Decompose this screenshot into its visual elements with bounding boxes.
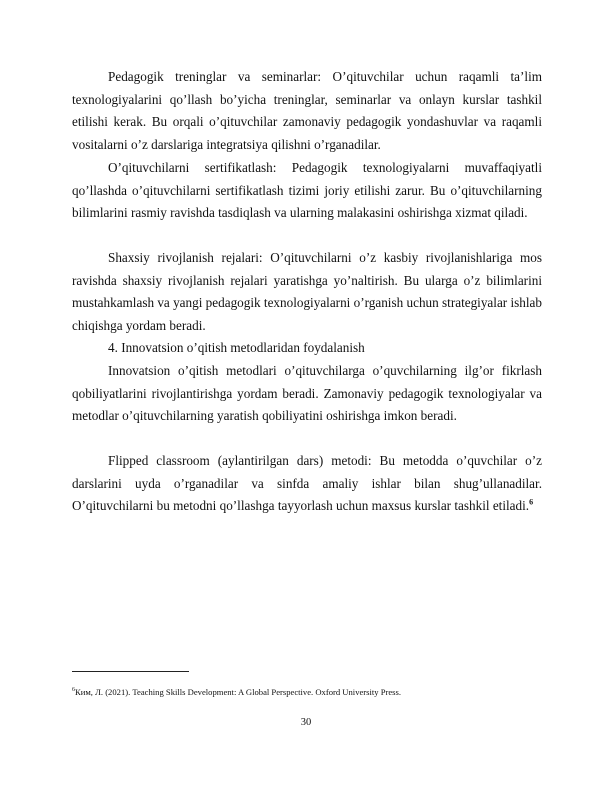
footnote-reference[interactable]: 6 <box>529 497 534 507</box>
paragraph-pedagogical-trainings: Pedagogik treninglar va seminarlar: O’qituvchilar uchun raqamli ta’lim texnologiyalarini qo’llash bo’yicha treninglar, seminarlar va onlayn kurslar tashkil etilishi kerak. Bu orqali o’qituvchilar zamonaviy pedagogik yondashuvlar va raqamli vositalarni o’z darslariga integratsiya qilishni o’rganadilar. <box>72 69 542 152</box>
paragraph-teacher-certification: O’qituvchilarni sertifikatlash: Pedagogik texnologiyalarni muvaffaqiyatli qo’llashda o’qituvchilarni sertifikatlash tizimi joriy etilishi zarur. Bu o’qituvchilarning bilimlarini rasmiy ravishda tasdiqlash va ularning malakasini oshirishga xizmat qiladi. <box>72 160 542 221</box>
footnote-text: Ким, Л. (2021). Teaching Skills Development: A Global Perspective. Oxford University Press. <box>75 687 402 697</box>
flipped-classroom-text: Flipped classroom (aylantirilgan dars) metodi: Bu metodda o’quvchilar o’z darslarini uyda o’rganadilar va sinfda amaliy ishlar bilan shug’ullanadilar. O’qituvchilarni bu metodni qo’llashga tayyorlash uchun maxsus kurslar tashkil etiladi. <box>72 453 542 514</box>
section-heading: 4. Innovatsion o’qitish metodlaridan foydalanish <box>108 340 365 355</box>
paragraph-innovative-methods: Innovatsion o’qitish metodlari o’qituvchilarga o’quvchilarning ilg’or fikrlash qobiliyatlarini rivojlantirishga yordam beradi. Zamonaviy pedagogik texnologiyalar va metodlar o’qituvchilarning yaratish qobiliyatini oshirishga imkon beradi. <box>72 363 542 424</box>
footnote-marker: 6 <box>72 687 75 694</box>
page-number: 30 <box>300 717 312 728</box>
footnote <box>72 687 542 698</box>
paragraph-personal-development-plans: Shaxsiy rivojlanish rejalari: O’qituvchilarni o’z kasbiy rivojlanishlariga mos ravishda shaxsiy rivojlanish rejalari yaratishga yo’naltirish. Bu ularga o’z bilimlarini mustahkamlash va yangi pedagogik texnologiyalarni o’rganish uchun strategiyalar ishlab chiqishga yordam beradi. <box>72 250 542 333</box>
paragraph-flipped-classroom <box>72 450 542 518</box>
footnote-separator <box>72 671 189 672</box>
